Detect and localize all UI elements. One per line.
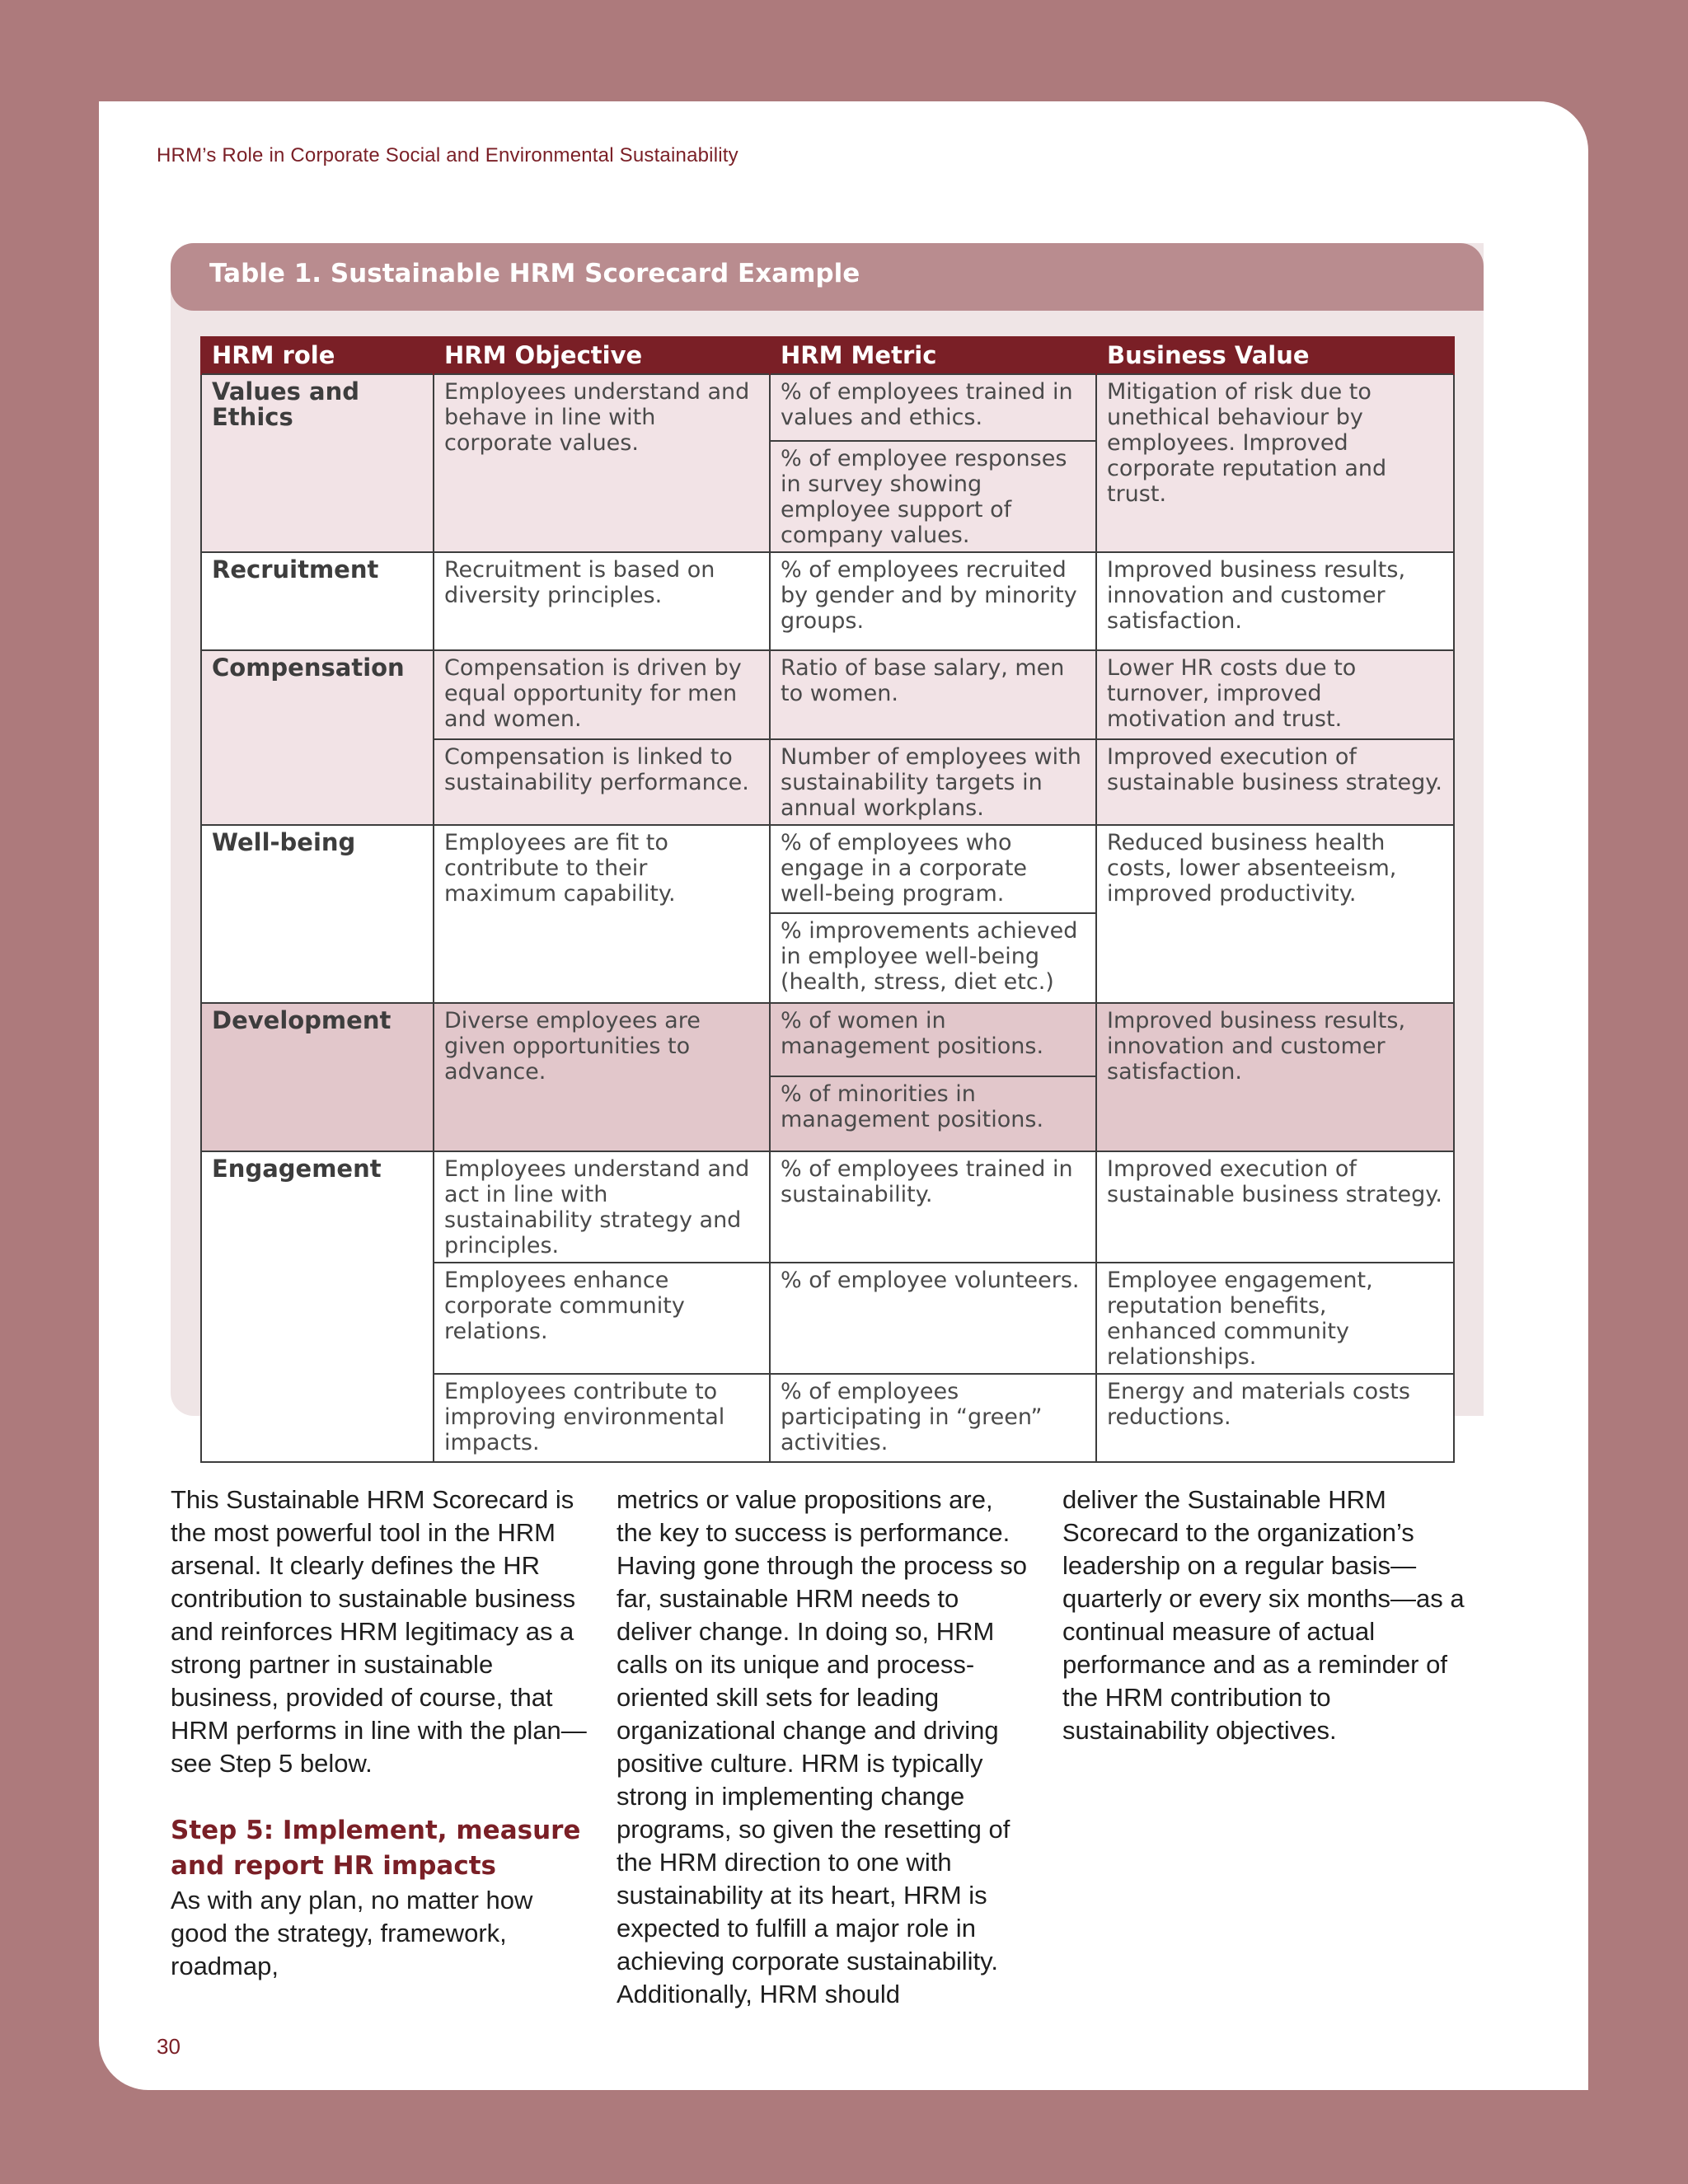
- table-title-bar: [171, 243, 1484, 311]
- objective-cell: Employees understand and behave in line with corporate values.: [434, 374, 770, 552]
- section-heading: Step 5: Implement, measure and report HR impacts: [171, 1816, 581, 1881]
- table-row: [201, 552, 1454, 650]
- objective-cell: Employees are fit to contribute to their maximum capability.: [434, 825, 770, 1003]
- metric-cell: Ratio of base salary, men to women.: [770, 650, 1096, 739]
- body-paragraph: deliver the Sustainable HRM Scorecard to the organization’s leadership on a regular basis—quarterly or every six months—as a continual measure of actual performance and as a reminder of the HRM contribution to sustainability objectives.: [1062, 1485, 1465, 1745]
- value-cell: Energy and materials costs reductions.: [1096, 1374, 1454, 1462]
- body-column-2: [617, 1483, 1033, 2011]
- metric-cell: % of employee volunteers.: [770, 1263, 1096, 1374]
- column-header: HRM Metric: [770, 336, 1096, 374]
- body-column-3: [1062, 1483, 1479, 1747]
- value-cell: Improved business results, innovation and customer satisfaction.: [1096, 552, 1454, 650]
- objective-cell: Employees enhance corporate community relations.: [434, 1263, 770, 1374]
- value-cell: Improved business results, innovation and customer satisfaction.: [1096, 1003, 1454, 1151]
- column-header: Business Value: [1096, 336, 1454, 374]
- page: [99, 101, 1588, 2090]
- column-header: HRM role: [201, 336, 434, 374]
- value-cell: Mitigation of risk due to unethical behaviour by employees. Improved corporate reputation and trust.: [1096, 374, 1454, 552]
- metric-cell: % improvements achieved in employee well-being (health, stress, diet etc.): [770, 913, 1096, 1003]
- table-row: [201, 1003, 1454, 1076]
- table-row: [201, 1151, 1454, 1263]
- table-row: [201, 650, 1454, 739]
- value-cell: Reduced business health costs, lower absenteeism, improved productivity.: [1096, 825, 1454, 1003]
- metric-cell: % of employee responses in survey showing employee support of company values.: [770, 441, 1096, 552]
- table-row: [201, 374, 1454, 441]
- metric-cell: % of employees recruited by gender and by minority groups.: [770, 552, 1096, 650]
- objective-cell: Diverse employees are given opportunities to advance.: [434, 1003, 770, 1151]
- role-cell: Development: [201, 1003, 434, 1151]
- value-cell: Lower HR costs due to turnover, improved motivation and trust.: [1096, 650, 1454, 739]
- body-paragraph: metrics or value propositions are, the key to success is performance. Having gone through the process so far, sustainable HRM needs to deliver change. In doing so, HRM calls on its unique and process-oriented skill sets for leading organizational change and driving positive culture. HRM is typically strong in implementing change programs, so given the resetting of the HRM direction to one with sustainability at its heart, HRM is expected to fulfill a major role in achieving corporate sustainability. Additionally, HRM should: [617, 1485, 1028, 2008]
- scorecard-table: [200, 336, 1455, 1463]
- value-cell: Employee engagement, reputation benefits, enhanced community relationships.: [1096, 1263, 1454, 1374]
- metric-cell: % of women in management positions.: [770, 1003, 1096, 1076]
- objective-cell: Compensation is linked to sustainability performance.: [434, 739, 770, 825]
- metric-cell: % of employees trained in values and ethics.: [770, 374, 1096, 441]
- objective-cell: Compensation is driven by equal opportunity for men and women.: [434, 650, 770, 739]
- page-number: 30: [157, 2034, 181, 2059]
- objective-cell: Recruitment is based on diversity principles.: [434, 552, 770, 650]
- role-cell: Engagement: [201, 1151, 434, 1462]
- role-cell: Values and Ethics: [201, 374, 434, 552]
- objective-cell: Employees contribute to improving environmental impacts.: [434, 1374, 770, 1462]
- role-cell: Well-being: [201, 825, 434, 1003]
- value-cell: Improved execution of sustainable business strategy.: [1096, 1151, 1454, 1263]
- role-cell: Recruitment: [201, 552, 434, 650]
- body-paragraph: As with any plan, no matter how good the strategy, framework, roadmap,: [171, 1886, 533, 1980]
- body-paragraph: This Sustainable HRM Scorecard is the most powerful tool in the HRM arsenal. It clearly defines the HR contribution to sustainable business and reinforces HRM legitimacy as a strong partner in sustainable business, provided of course, that HRM performs in line with the plan—see Step 5 below.: [171, 1485, 587, 1778]
- metric-cell: % of minorities in management positions.: [770, 1076, 1096, 1151]
- table-title: Table 1. Sustainable HRM Scorecard Example: [209, 259, 860, 288]
- objective-cell: Employees understand and act in line with sustainability strategy and principles.: [434, 1151, 770, 1263]
- table-panel: [171, 243, 1484, 1455]
- value-cell: Improved execution of sustainable business strategy.: [1096, 739, 1454, 825]
- body-column-1: [171, 1483, 587, 1983]
- metric-cell: % of employees trained in sustainability.: [770, 1151, 1096, 1263]
- metric-cell: % of employees participating in “green” activities.: [770, 1374, 1096, 1462]
- column-header: HRM Objective: [434, 336, 770, 374]
- role-cell: Compensation: [201, 650, 434, 825]
- table-header-row: [201, 336, 1454, 374]
- running-header: HRM’s Role in Corporate Social and Environmental Sustainability: [157, 144, 738, 166]
- metric-cell: Number of employees with sustainability targets in annual workplans.: [770, 739, 1096, 825]
- table-row: [201, 825, 1454, 913]
- metric-cell: % of employees who engage in a corporate well-being program.: [770, 825, 1096, 913]
